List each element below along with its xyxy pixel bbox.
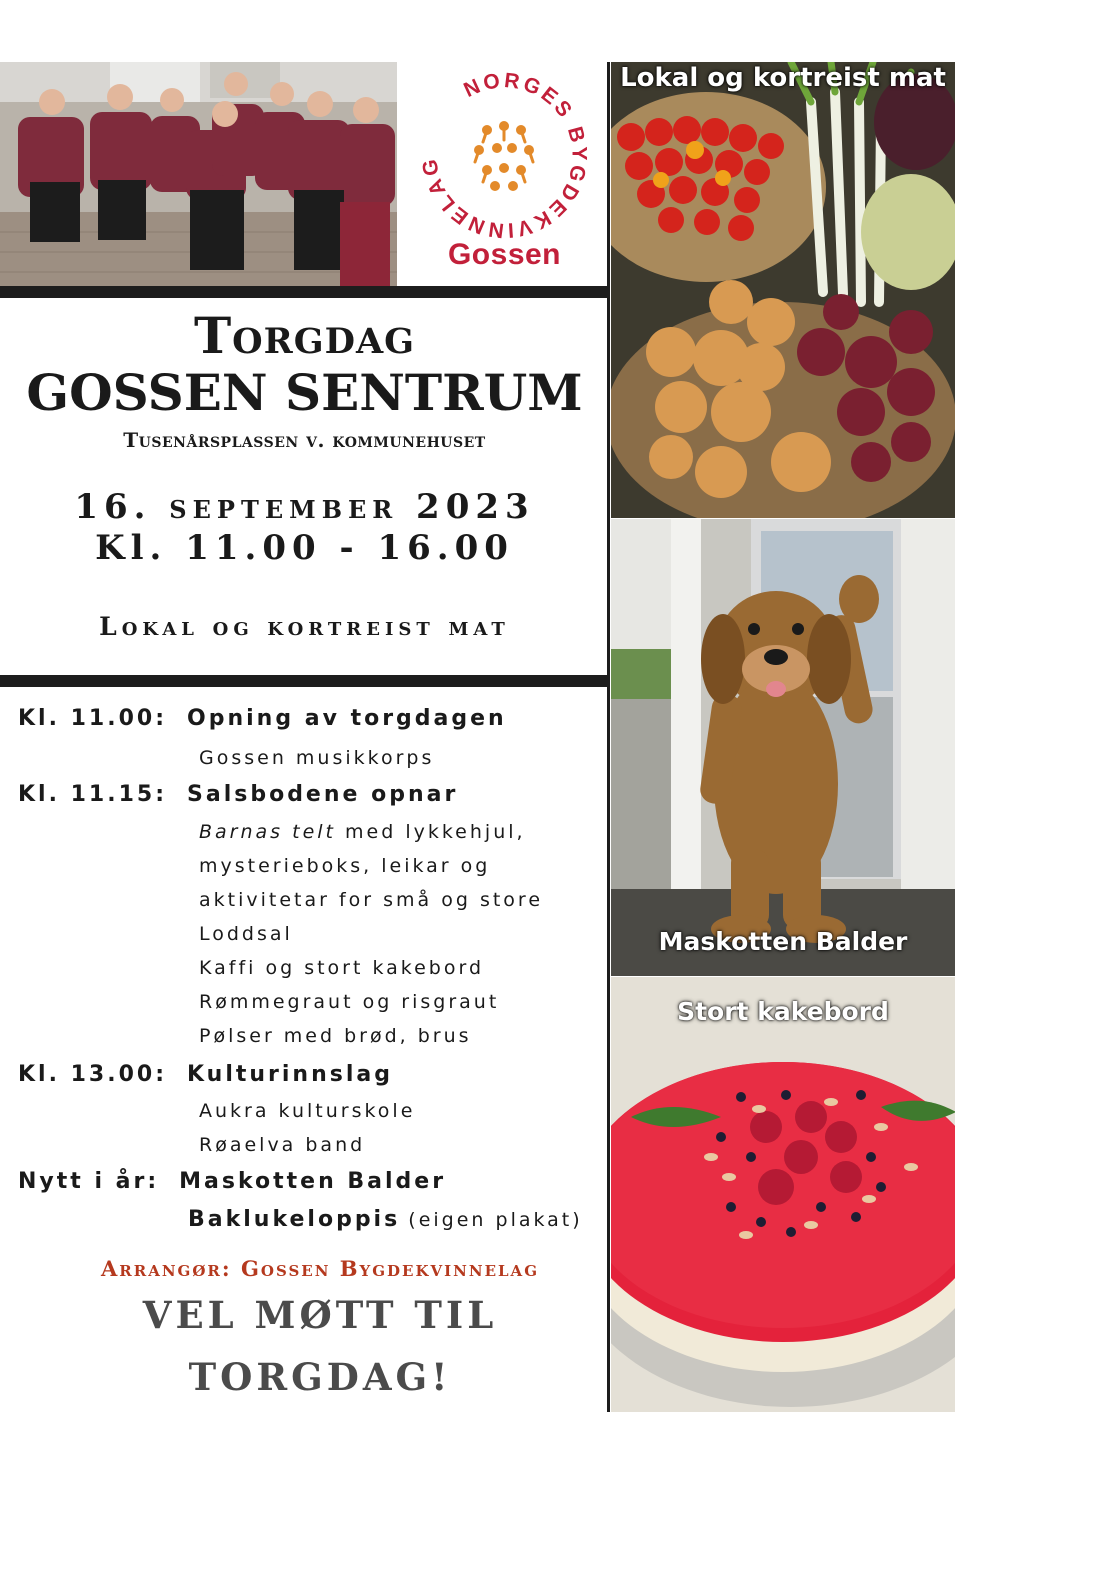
event-location: GOSSEN SENTRUM [26,363,583,422]
event-venue: Tusenårsplassen v. kommunehuset [123,428,486,452]
programme-item: Kaffi og stort kakebord [199,957,485,979]
programme-item-note: (eigen plakat) [408,1209,583,1231]
programme-row-culture [18,1062,393,1087]
programme-time: Nytt i år: [18,1169,160,1194]
programme-item: mysterieboks, leikar og [199,855,491,877]
event-hours: Kl. 11.00 - 16.00 [95,528,514,568]
mascot-photo [611,519,955,976]
vegetable-caption: Lokal og kortreist mat [620,63,946,93]
programme-time: Kl. 13.00: [18,1062,167,1087]
programme-title: Opning av torgdagen [187,706,507,731]
programme-title: Maskotten Balder [179,1169,447,1194]
programme-item: Rømmegraut og risgraut [199,991,500,1013]
organiser-line: Arrangør: Gossen Bygdekvinnelag [100,1256,540,1281]
programme-row-new [18,1169,446,1194]
logo-ring-text: NORGES BYGDEKVINNELAG [417,69,591,242]
column-divider [607,62,610,1412]
team-photo-illustration [0,62,397,286]
programme-row-opening [18,706,507,731]
programme-item: Gossen musikkorps [199,747,435,769]
programme-title: Kulturinnslag [187,1062,393,1087]
welcome-line-2: TORGDAG! [188,1355,452,1399]
team-photo [0,62,397,286]
programme-row-stalls [18,782,458,807]
vegetable-photo [611,62,955,518]
event-date: 16. september 2023 [74,487,535,527]
programme-item: aktivitetar for små og store [199,889,544,911]
programme-time: Kl. 11.00: [18,706,167,731]
programme-item: Røaelva band [199,1134,366,1156]
programme-item: Loddsal [199,923,293,945]
programme-item: Pølser med brød, brus [199,1025,472,1047]
logo-city-name: Gossen [447,238,562,271]
event-title: Torgdag [193,306,416,365]
event-tagline: Lokal og kortreist mat [99,612,510,641]
programme-item: Aukra kulturskole [199,1100,416,1122]
header-bottom-rule [0,675,609,687]
logo-emblem [417,68,592,243]
cake-caption: Stort kakebord [677,997,889,1026]
header-top-rule [0,286,609,298]
programme-time: Kl. 11.15: [18,782,167,807]
cake-illustration [611,977,955,1412]
bygdekvinnelag-logo [412,62,597,286]
vegetable-illustration [611,62,955,518]
programme-item-text: med lykkehjul, [345,821,526,843]
programme-item-emphasis: Barnas telt [199,821,336,843]
programme-item [188,1207,583,1232]
programme-title: Salsbodene opnar [187,782,459,807]
cake-photo [611,977,955,1412]
programme-item-bold: Baklukeloppis [188,1207,401,1232]
welcome-line-1: VEL MØTT TIL [142,1293,498,1337]
mascot-caption: Maskotten Balder [658,927,908,956]
programme-item [199,821,526,843]
mascot-illustration [611,519,955,976]
